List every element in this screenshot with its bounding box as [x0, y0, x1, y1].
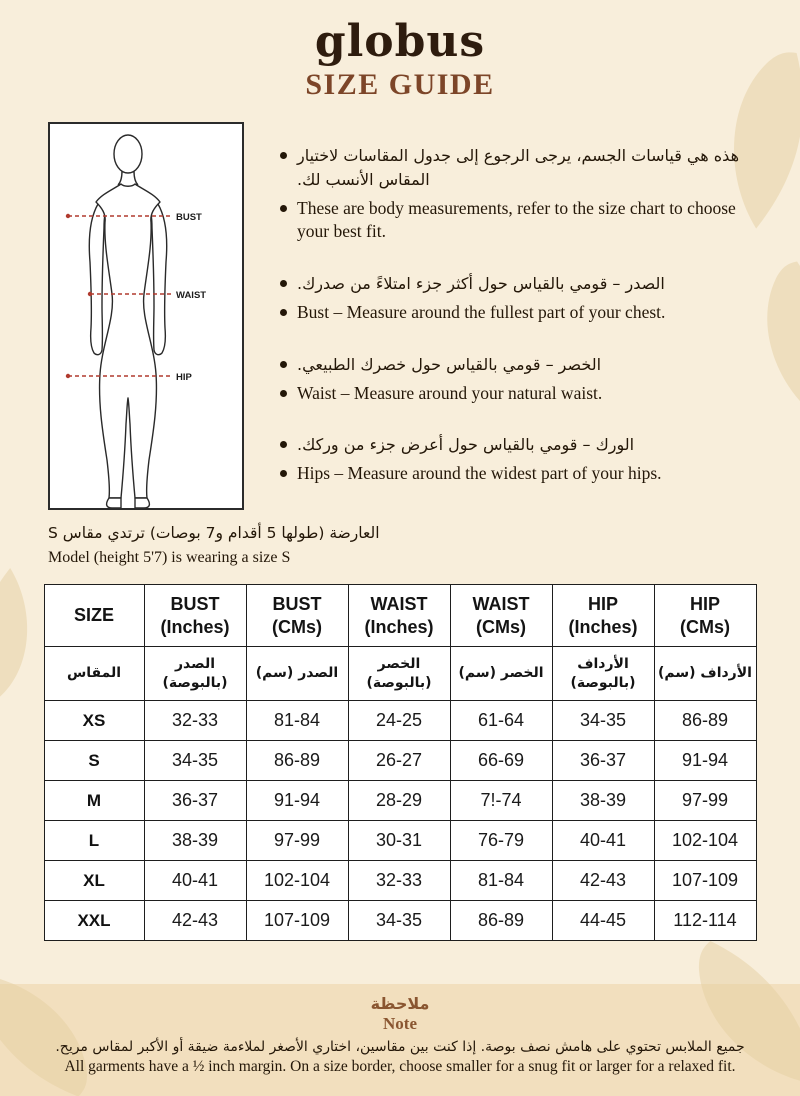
- col-header-waist-inches: WAIST (Inches): [348, 585, 450, 647]
- measurement-cell: 107-109: [654, 861, 756, 901]
- note-text-en: All garments have a ½ inch margin. On a size border, choose smaller for a snug fit or larger for a relaxed fit.: [64, 1058, 736, 1075]
- size-cell: XL: [44, 861, 144, 901]
- col-header-hip-cms: HIP (CMs): [654, 585, 756, 647]
- bullet-icon: [280, 361, 287, 368]
- figure-box: [48, 122, 244, 510]
- measurement-cell: 7!-74: [450, 781, 552, 821]
- bullet-icon: [280, 309, 287, 316]
- instruction-text-en: Hips – Measure around the widest part of your hips.: [297, 463, 662, 484]
- body-figure-illustration: [50, 124, 242, 508]
- size-cell: M: [44, 781, 144, 821]
- instruction-group-bust: [280, 272, 756, 324]
- table-row: [44, 741, 756, 781]
- measurement-cell: 34-35: [552, 701, 654, 741]
- bullet-icon: [280, 470, 287, 477]
- page-title: SIZE GUIDE: [305, 68, 495, 102]
- measurement-cell: 34-35: [144, 741, 246, 781]
- measurement-cell: 61-64: [450, 701, 552, 741]
- measurement-cell: 91-94: [654, 741, 756, 781]
- ar-header-waist-inches: الخصر (بالبوصة): [348, 647, 450, 701]
- instruction-text-ar: هذه هي قياسات الجسم، يرجى الرجوع إلى جدول المقاسات لاختيار المقاس الأنسب لك.: [297, 146, 740, 190]
- instruction-group-waist: [280, 353, 756, 405]
- measurement-cell: 40-41: [144, 861, 246, 901]
- note-text-ar: جميع الملابس تحتوي على هامش نصف بوصة. إذا كنت بين مقاسين، اختاري الأصغر لملاءمة ضيقة أو الأكبر لمقاس مريح.: [55, 1039, 745, 1055]
- waist-label: WAIST: [176, 290, 207, 302]
- measurement-cell: 81-84: [246, 701, 348, 741]
- table-row: [44, 861, 756, 901]
- measurement-cell: 28-29: [348, 781, 450, 821]
- instruction-text-ar: الورك – قومي بالقياس حول أعرض جزء من وركك.: [297, 435, 635, 455]
- measurement-cell: 34-35: [348, 901, 450, 941]
- table-header-row-ar: [44, 647, 756, 701]
- measurement-cell: 86-89: [654, 701, 756, 741]
- table-row: [44, 781, 756, 821]
- hip-label: HIP: [176, 372, 192, 384]
- instruction-group-overview: [280, 144, 756, 243]
- figure-body: [96, 184, 160, 498]
- measurement-cell: 38-39: [552, 781, 654, 821]
- measurement-cell: 42-43: [552, 861, 654, 901]
- instructions-list: [280, 122, 756, 490]
- measurement-cell: 86-89: [450, 901, 552, 941]
- bullet-icon: [280, 441, 287, 448]
- header: [0, 0, 800, 102]
- measurement-cell: 32-33: [348, 861, 450, 901]
- instruction-text-en: These are body measurements, refer to the size chart to choose your best fit.: [297, 198, 736, 242]
- model-note-en: Model (height 5'7) is wearing a size S: [48, 548, 291, 566]
- measurement-cell: 112-114: [654, 901, 756, 941]
- measurement-cell: 32-33: [144, 701, 246, 741]
- measurement-cell: 102-104: [246, 861, 348, 901]
- measurement-cell: 42-43: [144, 901, 246, 941]
- measurement-cell: 97-99: [246, 821, 348, 861]
- ar-header-hip-cms: الأرداف (سم): [654, 647, 756, 701]
- measurement-cell: 102-104: [654, 821, 756, 861]
- size-table-body: [44, 701, 756, 941]
- measurement-cell: 36-37: [144, 781, 246, 821]
- size-cell: L: [44, 821, 144, 861]
- note-content: [0, 984, 800, 1076]
- note-title-ar: ملاحظة: [370, 994, 430, 1013]
- measurement-cell: 26-27: [348, 741, 450, 781]
- measurement-cell: 107-109: [246, 901, 348, 941]
- brand-logo: globus: [314, 16, 486, 67]
- size-cell: XS: [44, 701, 144, 741]
- bullet-icon: [280, 152, 287, 159]
- table-row: [44, 701, 756, 741]
- size-cell: S: [44, 741, 144, 781]
- measurement-cell: 91-94: [246, 781, 348, 821]
- bullet-icon: [280, 280, 287, 287]
- ar-header-bust-cms: الصدر (سم): [246, 647, 348, 701]
- ar-header-hip-inches: الأرداف (بالبوصة): [552, 647, 654, 701]
- bullet-icon: [280, 205, 287, 212]
- col-header-hip-inches: HIP (Inches): [552, 585, 654, 647]
- instruction-group-hip: [280, 433, 756, 485]
- ar-header-size: المقاس: [44, 647, 144, 701]
- model-note-ar: العارضة (طولها 5 أقدام و7 بوصات) ترتدي مقاس S: [48, 524, 380, 543]
- instruction-text-ar: الصدر – قومي بالقياس حول أكثر جزء امتلاءً من صدرك.: [297, 273, 665, 293]
- instruction-text-en: Bust – Measure around the fullest part of your chest.: [297, 301, 666, 322]
- size-cell: XXL: [44, 901, 144, 941]
- measurement-cell: 24-25: [348, 701, 450, 741]
- note-section: [0, 984, 800, 1096]
- table-row: [44, 821, 756, 861]
- model-note: [0, 522, 800, 568]
- note-title-en: Note: [383, 1014, 417, 1033]
- instruction-text-ar: الخصر – قومي بالقياس حول خصرك الطبيعي.: [297, 354, 602, 374]
- measurement-cell: 40-41: [552, 821, 654, 861]
- table-header-row-en: [44, 585, 756, 647]
- col-header-bust-cms: BUST (CMs): [246, 585, 348, 647]
- measurement-cell: 76-79: [450, 821, 552, 861]
- measurement-markers: [66, 214, 92, 378]
- ar-header-waist-cms: الخصر (سم): [450, 647, 552, 701]
- measurement-cell: 38-39: [144, 821, 246, 861]
- size-table: [44, 584, 757, 941]
- instruction-text-en: Waist – Measure around your natural waist.: [297, 382, 603, 403]
- measurement-cell: 30-31: [348, 821, 450, 861]
- measurement-cell: 81-84: [450, 861, 552, 901]
- measurement-cell: 97-99: [654, 781, 756, 821]
- measurement-section: [0, 102, 800, 510]
- measurement-cell: 86-89: [246, 741, 348, 781]
- measurement-cell: 44-45: [552, 901, 654, 941]
- measurement-cell: 66-69: [450, 741, 552, 781]
- measurement-cell: 36-37: [552, 741, 654, 781]
- col-header-bust-inches: BUST (Inches): [144, 585, 246, 647]
- table-row: [44, 901, 756, 941]
- bullet-icon: [280, 390, 287, 397]
- col-header-waist-cms: WAIST (CMs): [450, 585, 552, 647]
- ar-header-bust-inches: الصدر (بالبوصة): [144, 647, 246, 701]
- col-header-size: SIZE: [44, 585, 144, 647]
- bust-label: BUST: [176, 212, 202, 224]
